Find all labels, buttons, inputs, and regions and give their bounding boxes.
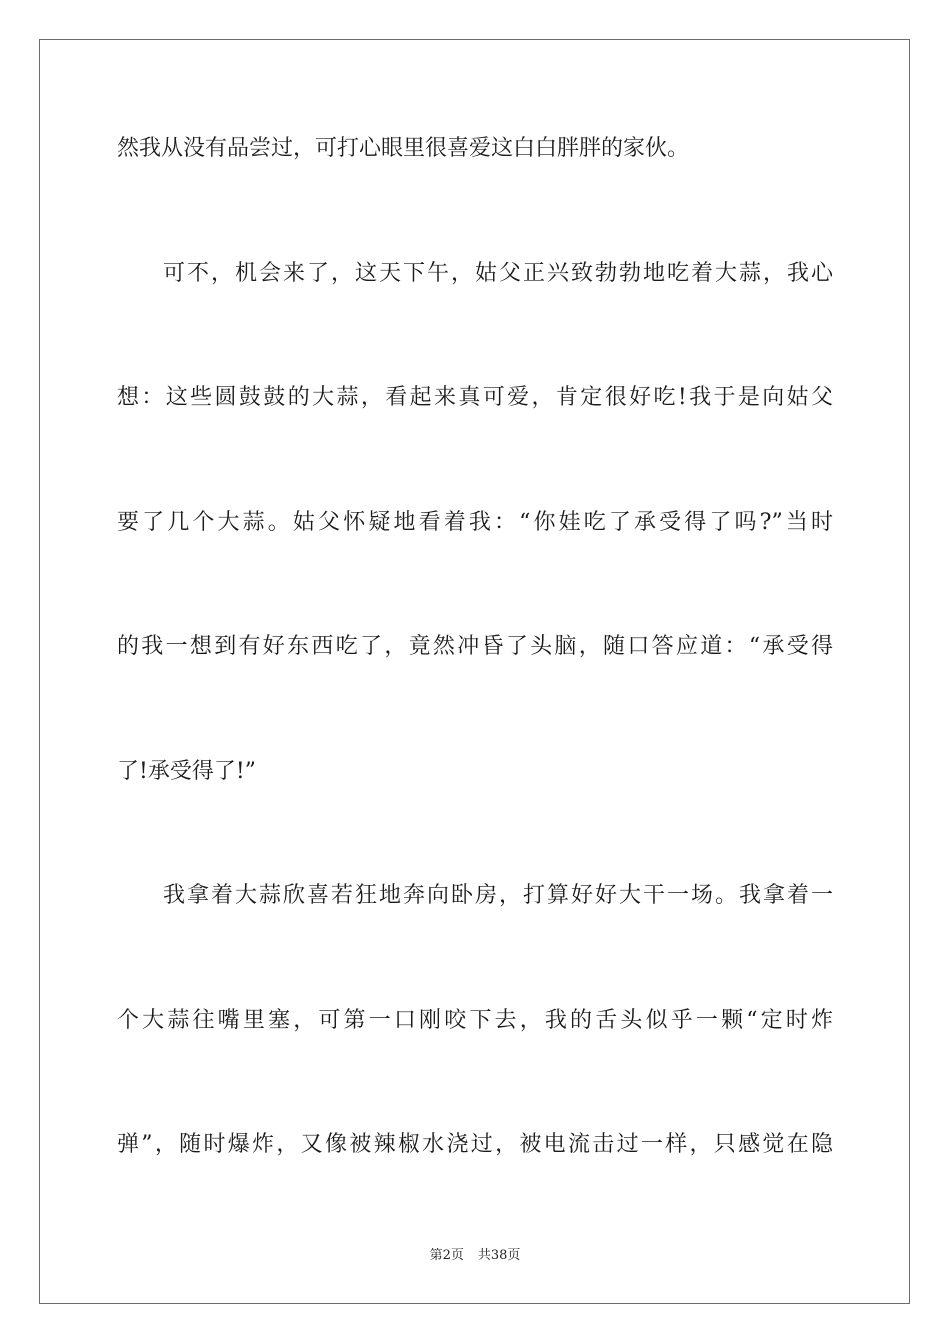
text-line-5: 的我一想到有好东西吃了，竟然冲昏了头脑，随口答应道：“承受得 (117, 634, 833, 659)
text-line-9: 弹”，随时爆炸，又像被辣椒水浇过，被电流击过一样，只感觉在隐 (117, 1132, 833, 1157)
text-line-1: 然我从没有品尝过，可打心眼里很喜爱这白白胖胖的家伙。 (117, 136, 690, 161)
page-total: 共38页 (477, 1248, 521, 1263)
text-line-8: 个大蒜往嘴里塞，可第一口刚咬下去，我的舌头似乎一颗“定时炸 (117, 1008, 833, 1033)
text-line-3: 想：这些圆鼓鼓的大蒜，看起来真可爱，肯定很好吃!我于是向姑父 (117, 385, 833, 410)
page-number: 第2页 (429, 1248, 464, 1263)
page-border (39, 39, 910, 1304)
text-line-7: 我拿着大蒜欣喜若狂地奔向卧房，打算好好大干一场。我拿着一 (163, 883, 833, 908)
page-footer (0, 1247, 950, 1265)
text-line-6: 了!承受得了!” (117, 759, 256, 784)
text-line-4: 要了几个大蒜。姑父怀疑地看着我：“你娃吃了承受得了吗?”当时 (117, 510, 833, 535)
text-line-2: 可不，机会来了，这天下午，姑父正兴致勃勃地吃着大蒜，我心 (163, 261, 833, 286)
